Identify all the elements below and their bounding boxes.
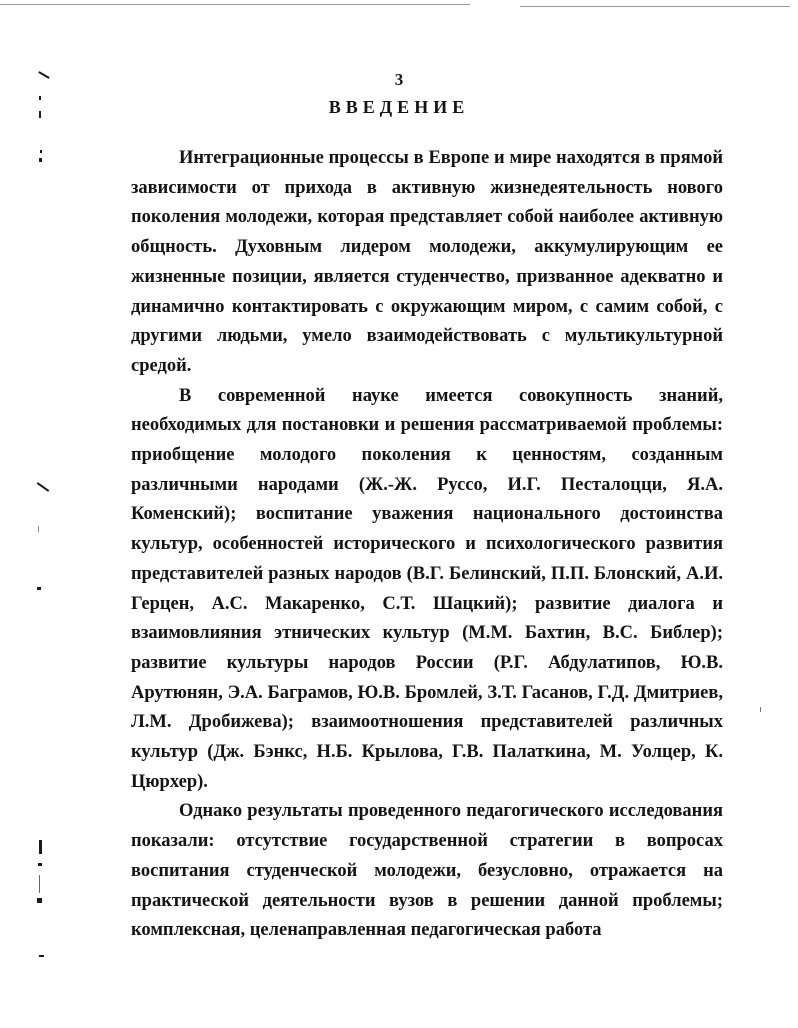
scan-mark: [37, 587, 41, 590]
scan-mark: [39, 955, 44, 957]
page-title: ВВЕДЕНИЕ: [328, 97, 470, 117]
scan-mark: [40, 150, 42, 153]
scan-mark: [39, 875, 40, 893]
scan-mark: [38, 526, 39, 532]
scan-mark: [760, 707, 761, 712]
scan-mark: [37, 898, 42, 903]
paragraph: Однако результаты проведенного педагогического исследования показали: отсутствие государственной стратегии в вопросах воспитания студенческой молодежи, безусловно, отражается на практической деятельности вузов в решении данной проблемы; комплексная, целенаправленная педагогическая работа: [131, 801, 723, 941]
scan-mark: [37, 482, 50, 492]
page-number: 3: [394, 70, 404, 89]
scan-edge-line: [520, 6, 790, 7]
paragraph: Интеграционные процессы в Европе и мире находятся в прямой зависимости от прихода в активную жизнедеятельность нового поколения молодежи, которая представляет собой наиболее активную общность. Духовным лидером молодежи, аккумулирующим ее жизненные позиции, является студенчество, призванное адекватно и динамично контактировать с окружающим миром, с самим собой, с другими людьми, умело взаимодействовать с мультикультурной средой.: [131, 148, 723, 376]
scan-mark: [39, 840, 42, 854]
scan-edge-line: [0, 4, 470, 5]
paragraph: В современной науке имеется совокупность знаний, необходимых для постановки и решения рассматриваемой проблемы: приобщение молодого поколения к ценностям, созданным различными народами (Ж.-Ж. Руссо, И.Г. Песталоцци, Я.А. Коменский); воспитание уважения национального достоинства культур, особенностей исторического и психологического развития представителей разных народов (В.Г. Белинский, П.П. Блонский, А.И. Герцен, А.С. Макаренко, С.Т. Шацкий); развитие диалога и взаимовлияния этнических культур (М.М. Бахтин, В.С. Библер); развитие культуры народов России (Р.Г. Абдулатипов, Ю.В. Арутюнян, Э.А. Баграмов, Ю.В. Бромлей, З.Т. Гасанов, Г.Д. Дмитриев, Л.М. Дробижева); взаимоотношения представителей различных культур (Дж. Бэнкс, Н.Б. Крылова, Г.В. Палаткина, М. Уолцер, К. Цюрхер).: [131, 385, 723, 792]
scan-mark: [39, 158, 42, 162]
scan-mark: [38, 863, 42, 866]
document-body: [131, 144, 723, 946]
